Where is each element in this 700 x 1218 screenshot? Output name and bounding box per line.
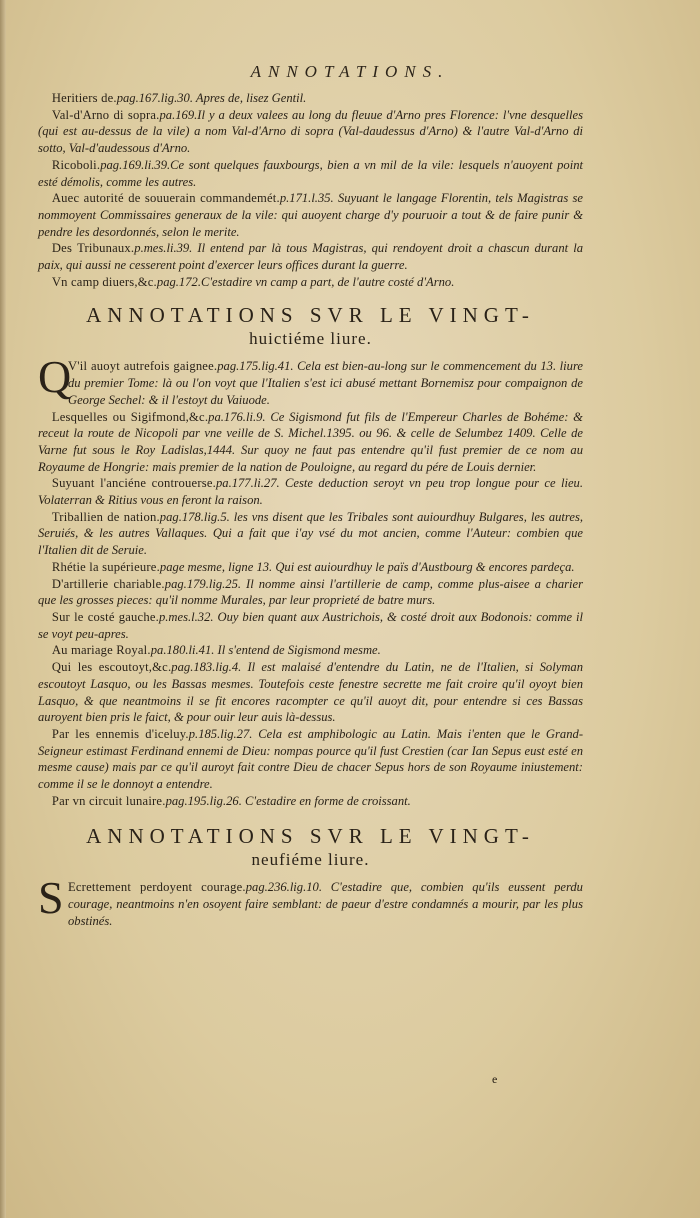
annotation-entry	[38, 576, 583, 609]
catchword: e	[492, 1072, 498, 1086]
annotation-lemma: Qui les escoutoyt,&c.	[51, 660, 172, 675]
annotation-entry	[38, 409, 583, 476]
annotation-gloss: p.mes.li.39. Il entend par là tous Magistras, qui rendoyent droit a chascun durant la paix, qui aussi ne cesserent point d'exercer leurs offices durant la guerre.	[38, 241, 583, 273]
annotation-entry	[38, 475, 583, 508]
annotation-lemma: Ricoboli.	[51, 157, 101, 172]
section-title-28: ANNOTATIONS SVR LE VINGT-	[86, 303, 535, 328]
annotations-block-3	[38, 872, 583, 929]
annotation-gloss: pa.176.li.9. Ce Sigismond fut fils de l'Empereur Charles de Bohéme: & receut la route de Nicopoli par vne veille de S. Michel.1395. ou 96. & celle de Selumbez 1409. Celle de Varne fut sous le Roy Ladislas,1444. Sur quoy ne faut pas entendre qu'il fust premier de ce nom au Royaume de Hongrie: mais premier de la nation de Pouloigne, au regard du pére de Louis dernier.	[38, 409, 583, 474]
text-block	[38, 90, 583, 930]
annotation-lemma: Par les ennemis d'iceluy.	[51, 726, 189, 741]
section-subtitle-28: huictiéme liure.	[249, 329, 372, 349]
annotation-lemma: Rhétie la supérieure.	[51, 559, 160, 574]
annotation-gloss: pag.167.lig.30. Apres de, lisez Gentil.	[116, 91, 307, 105]
annotation-lemma: Suyuant l'anciéne controuerse.	[51, 476, 216, 491]
annotation-entry	[38, 240, 583, 273]
annotation-lemma: Ecrettement perdoyent courage.	[68, 880, 246, 895]
annotation-gloss: pa.180.li.41. Il s'entend de Sigismond mesme.	[150, 643, 381, 658]
annotation-lemma: Lesquelles ou Sigifmond,&c.	[51, 409, 209, 424]
annotation-entry	[38, 559, 583, 576]
annotation-entry	[38, 90, 583, 107]
drop-cap: S	[38, 872, 64, 924]
annotation-lemma: Vn camp diuers,&c.	[51, 274, 157, 289]
annotation-entry	[38, 274, 583, 291]
annotation-lemma: Au mariage Royal.	[51, 643, 151, 658]
annotation-entry	[38, 642, 583, 659]
annotation-gloss: page mesme, ligne 13. Qui est auiourdhuy le païs d'Austbourg & encores pardeça.	[159, 559, 575, 574]
page-edge	[0, 0, 6, 1218]
annotations-block-2	[38, 351, 584, 809]
annotation-gloss: pag.178.lig.5. les vns disent que les Tribales sont auiourdhuy Bulgares, les autres, Seruiés, & les autres Vallaques. Qui a fait que i'ay vsé du mot ancien, comme l'Auteur: combien que l'Italien dit de Seruie.	[38, 509, 583, 558]
annotation-entry	[38, 659, 583, 726]
annotation-gloss: p.mes.l.32. Ouy bien quant aux Austrichois, & costé droit aux Bodonois: comme il se voyt peu-apres.	[38, 609, 583, 641]
annotation-gloss: pag.172.C'estadire vn camp a part, de l'autre costé d'Arno.	[156, 274, 455, 289]
annotation-gloss: pag.183.lig.4. Il est malaisé d'entendre du Latin, ne de l'Italien, si Solyman escoutoyt Lasquo, ou les Bassas mesmes. Toutefois ceste fenestre secrette me fait croire qu'il oyoyt bien Lasquo, & que neantmoins il se fit encores racompter ce qu'il auoyt dit, pour entendre si ces Bassas auroyent bien pris le faict, & pour ouir leur auis là-dessus.	[38, 660, 584, 725]
annotations-block-1	[38, 90, 583, 290]
annotation-gloss: p.185.lig.27. Cela est amphibologic au Latin. Mais i'enten que le Grand-Seigneur estimast Ferdinand ennemi de Dieu: nompas pource qu'il fust Crestien (car Ian Sepus eust esté en mesme cause) mais par ce qu'il auroyt fait contre Dieu de chacer Sepus hors de son Royaume iniustement: comme il se le donnoyt a entendre.	[38, 726, 584, 792]
annotation-entry	[38, 190, 583, 240]
annotation-gloss: p.171.l.35. Suyuant le langage Florentin, tels Magistras se nommoyent Commissaires generaux de la vile: qui auoyent charge d'y pouruoir a tout & de faire punir & pendre les desordonnés, selon le merite.	[38, 191, 583, 239]
annotation-lemma: Triballien de nation.	[51, 509, 160, 524]
annotation-lemma: Des Tribunaux.	[51, 241, 135, 256]
section-title-29: ANNOTATIONS SVR LE VINGT-	[86, 824, 535, 849]
annotation-lemma: Val-d'Arno di sopra.	[51, 107, 160, 122]
annotation-entry	[38, 107, 583, 157]
section-subtitle-29: neufiéme liure.	[251, 850, 370, 870]
annotation-gloss: pag.175.lig.41. Cela est bien-au-long sur le commencement du 13. liure du premier Tome: là ou l'on voyt que l'Italien s'est ici abusé mettant Bornemisz pour compaignon de George Sechel: & il l'estoyt du Vaiuode.	[68, 359, 583, 407]
annotation-gloss: pag.179.lig.25. Il nomme ainsi l'artillerie de camp, comme plus-aisee a charier que les grosses pieces: qu'il nomme Murales, par leur proprieté de batre murs.	[38, 576, 584, 608]
annotation-entry	[38, 509, 583, 559]
annotation-entry	[38, 726, 583, 793]
annotation-gloss: pa.169.Il y a deux valees au long du fleuue d'Arno pres Florence: l'vne desquelles (qui est au-dessus de la vile) a nom Val-d'Arno di sopra (Val-daudessus d'Arno) & l'autre Val-d'Arno di sotto, Val-d'audessous d'Arno.	[38, 107, 584, 156]
annotation-gloss: pag.195.lig.26. C'estadire en forme de croissant.	[165, 793, 411, 808]
annotation-gloss: pag.169.li.39.Ce sont quelques fauxbourgs, bien a vn mil de la vile: lesquels n'auoyent point esté démolis, comme les autres.	[38, 157, 583, 189]
annotation-gloss: pa.177.li.27. Ceste deduction seroyt vn peu trop longue pour ce lieu. Volaterran & Ritius vous en feront la raison.	[38, 476, 583, 508]
annotation-entry	[38, 351, 583, 408]
annotation-lemma: Auec autorité de souuerain commandemét.	[51, 191, 280, 206]
annotation-gloss: pag.236.lig.10. C'estadire que, combien qu'ils eussent perdu courage, neantmoins n'en osoyent faire semblant: de paeur d'estre condamnés a mourir, par les plus obstinés.	[68, 880, 583, 928]
annotation-lemma: Heritiers de.	[51, 91, 117, 105]
annotation-lemma: D'artillerie chariable.	[51, 576, 165, 591]
running-head: ANNOTATIONS.	[250, 62, 450, 81]
drop-cap: Q	[38, 351, 72, 403]
annotation-entry	[38, 157, 583, 190]
annotation-lemma: V'il auoyt autrefois gaignee.	[68, 359, 218, 374]
annotation-lemma: Par vn circuit lunaire.	[51, 793, 166, 808]
annotation-entry	[38, 872, 583, 929]
annotation-lemma: Sur le costé gauche.	[51, 609, 159, 624]
annotation-entry	[38, 609, 583, 642]
annotation-entry	[38, 793, 583, 810]
